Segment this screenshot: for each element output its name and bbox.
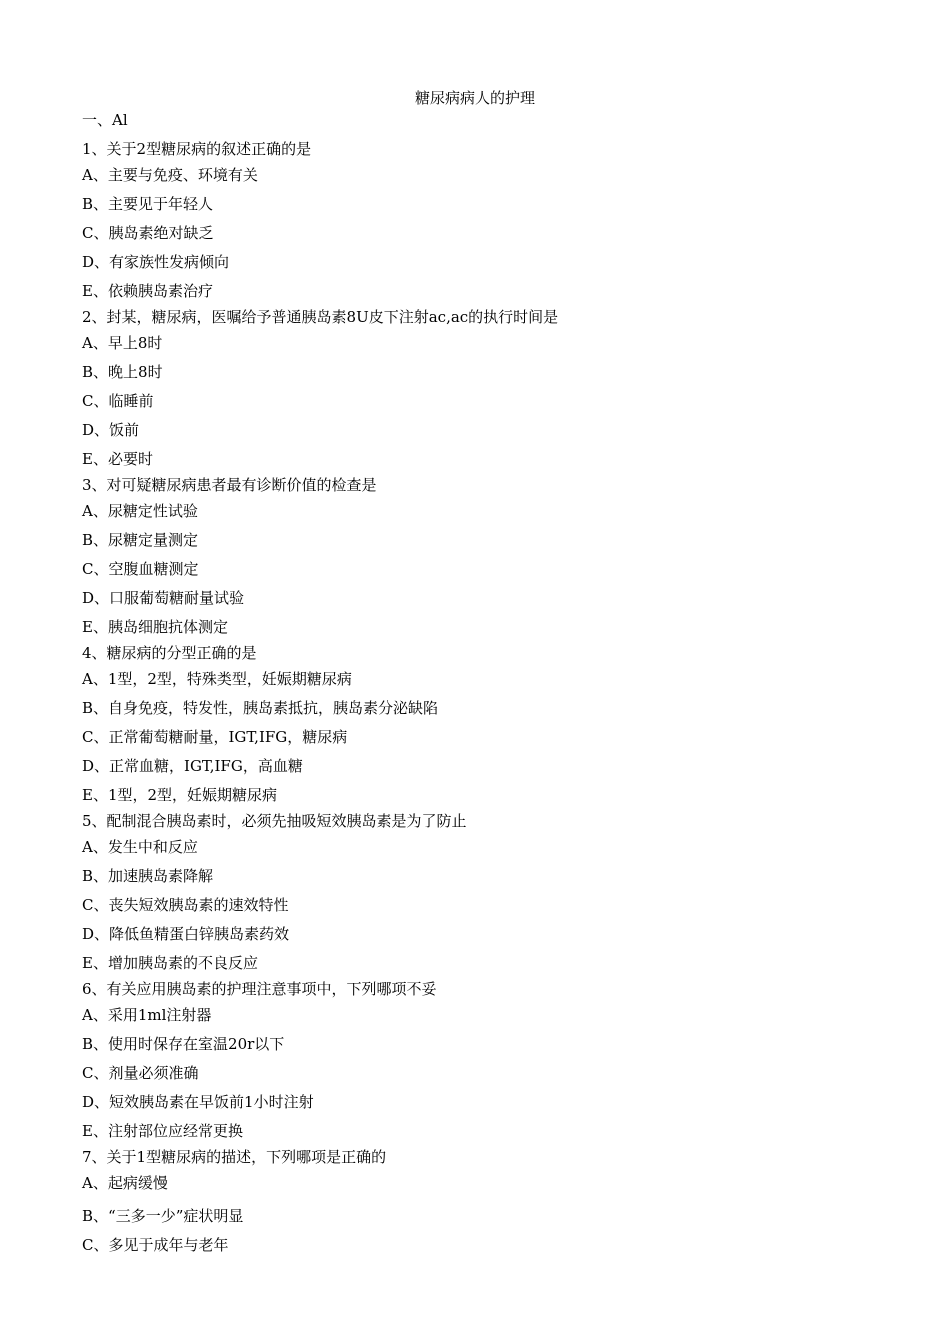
document-title: 糖尿病病人的护理 [414, 89, 535, 107]
answer-option: E、依赖胰岛素治疗 [82, 282, 213, 300]
answer-option: A、主要与免疫、环境有关 [82, 166, 258, 184]
answer-option: A、发生中和反应 [82, 838, 198, 856]
question-stem: 5、配制混合胰岛素时，必须先抽吸短效胰岛素是为了防止 [82, 812, 467, 830]
answer-option: D、正常血糖，IGT,IFG，高血糖 [82, 757, 303, 775]
answer-option: D、口服葡萄糖耐量试验 [82, 589, 245, 607]
question-block [82, 979, 882, 1141]
answer-option: B、“三多一少”症状明显 [82, 1207, 244, 1225]
question-stem: 3、对可疑糖尿病患者最有诊断价值的检查是 [82, 476, 377, 494]
answer-option: A、尿糖定性试验 [82, 502, 198, 520]
question-stem: 7、关于1型糖尿病的描述，下列哪项是正确的 [82, 1148, 387, 1166]
answer-option: D、有家族性发病倾向 [82, 253, 230, 271]
answer-option: B、晚上8时 [82, 363, 163, 381]
question-block [82, 475, 882, 637]
question-block [82, 1147, 882, 1255]
question-block [82, 643, 882, 805]
answer-option: D、降低鱼精蛋白锌胰岛素药效 [82, 925, 290, 943]
answer-option: C、临睡前 [82, 392, 154, 410]
question-stem: 6、有关应用胰岛素的护理注意事项中，下列哪项不妥 [82, 980, 437, 998]
answer-option: B、主要见于年轻人 [82, 195, 214, 213]
answer-option: B、加速胰岛素降解 [82, 867, 214, 885]
answer-option: B、尿糖定量测定 [82, 531, 199, 549]
answer-option: C、丧失短效胰岛素的速效特性 [82, 896, 289, 914]
answer-option: E、1型，2型，妊娠期糖尿病 [82, 786, 278, 804]
question-stem: 2、封某，糖尿病，医嘱给予普通胰岛素8U皮下注射ac,ac的执行时间是 [82, 308, 559, 326]
answer-option: A、起病缓慢 [82, 1174, 168, 1192]
answer-option: C、正常葡萄糖耐量，IGT,IFG，糖尿病 [82, 728, 348, 746]
answer-option: E、胰岛细胞抗体测定 [82, 618, 228, 636]
answer-option: E、增加胰岛素的不良反应 [82, 954, 258, 972]
question-block [82, 307, 882, 469]
question-block [82, 139, 882, 301]
question-stem: 1、关于2型糖尿病的叙述正确的是 [82, 140, 312, 158]
answer-option: B、自身免疫，特发性，胰岛素抵抗，胰岛素分泌缺陷 [82, 699, 439, 717]
answer-option: E、必要时 [82, 450, 153, 468]
answer-option: B、使用时保存在室温20r以下 [82, 1035, 285, 1053]
answer-option: C、剂量必须准确 [82, 1064, 199, 1082]
answer-option: A、1型，2型，特殊类型，妊娠期糖尿病 [82, 670, 352, 688]
question-stem: 4、糖尿病的分型正确的是 [82, 644, 257, 662]
section-heading: 一、Al [82, 111, 128, 129]
answer-option: C、胰岛素绝对缺乏 [82, 224, 214, 242]
answer-option: E、注射部位应经常更换 [82, 1122, 243, 1140]
answer-option: C、空腹血糖测定 [82, 560, 199, 578]
question-block [82, 811, 882, 973]
answer-option: A、采用1ml注射器 [82, 1006, 212, 1024]
answer-option: D、饭前 [82, 421, 140, 439]
answer-option: D、短效胰岛素在早饭前1小时注射 [82, 1093, 314, 1111]
answer-option: C、多见于成年与老年 [82, 1236, 229, 1254]
answer-option: A、早上8时 [82, 334, 163, 352]
document-body [82, 110, 882, 1264]
